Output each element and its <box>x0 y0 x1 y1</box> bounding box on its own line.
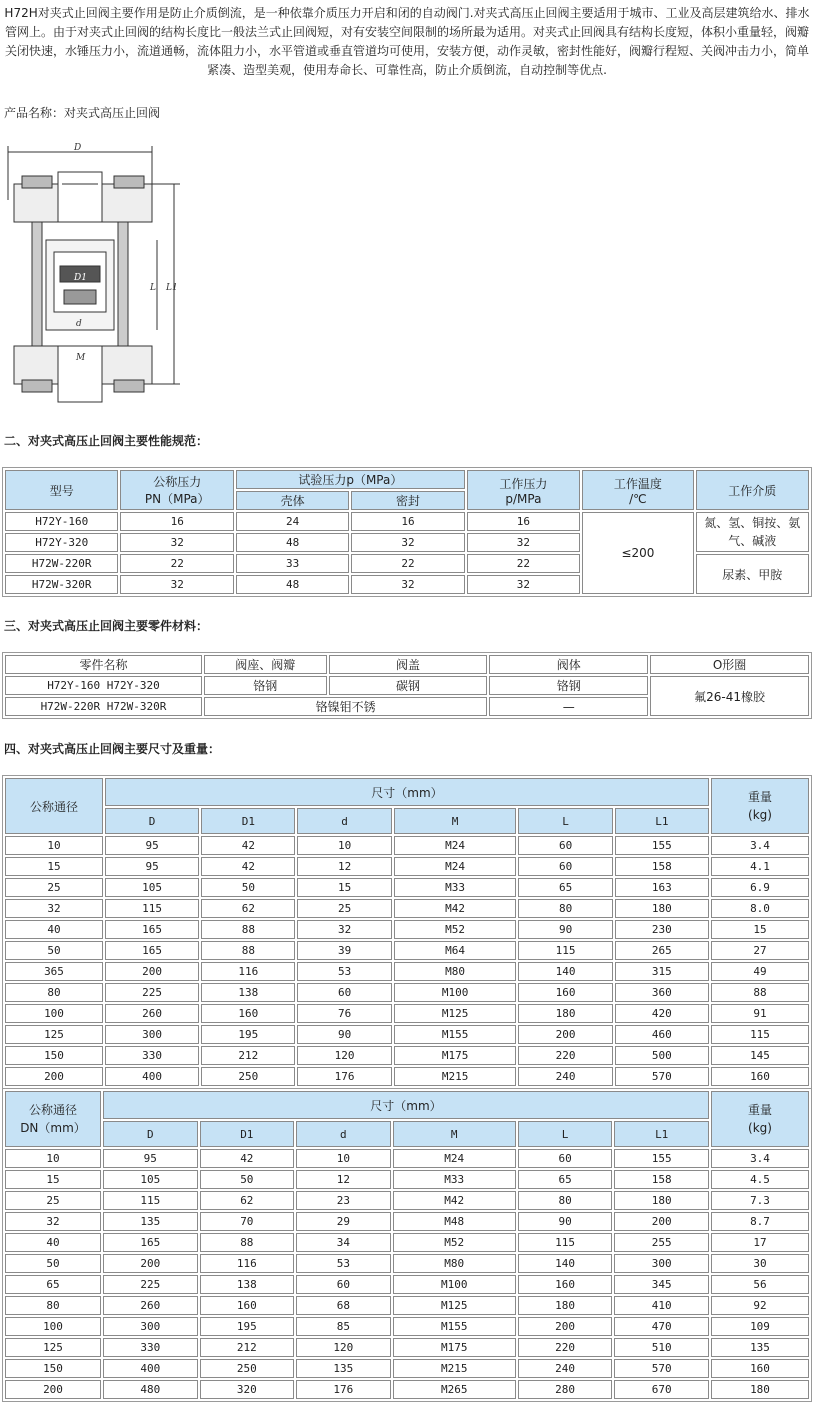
table-cell: 70 <box>200 1212 295 1231</box>
table-cell: 125 <box>5 1338 101 1357</box>
table-row <box>5 1275 809 1294</box>
table-cell: 22 <box>351 554 464 573</box>
table-cell: H72Y-160 <box>5 512 118 531</box>
table-cell: 570 <box>615 1067 709 1086</box>
table-cell: 6.9 <box>711 878 809 897</box>
table-cell: 27 <box>711 941 809 960</box>
table-cell: 115 <box>518 941 612 960</box>
table-row <box>5 836 809 855</box>
table-cell: 135 <box>103 1212 198 1231</box>
table-cell: 阀盖 <box>329 655 488 674</box>
table-cell: 15 <box>711 920 809 939</box>
table-cell: 16 <box>351 512 464 531</box>
table-cell: 330 <box>103 1338 198 1357</box>
table-cell: 阀体 <box>489 655 648 674</box>
table-cell: M52 <box>393 1233 516 1252</box>
table-cell: 4.5 <box>711 1170 809 1189</box>
table-cell: M265 <box>393 1380 516 1399</box>
table-cell: 160 <box>711 1359 809 1378</box>
table-cell: 176 <box>296 1380 391 1399</box>
table-cell: 15 <box>297 878 391 897</box>
table-row <box>5 1380 809 1399</box>
table-cell: 135 <box>296 1359 391 1378</box>
medium-1: 氮、氢、铜按、氨气、碱液 <box>696 512 809 552</box>
valve-drawing <box>2 140 192 410</box>
table-cell: 150 <box>5 1046 103 1065</box>
th-shell: 壳体 <box>236 491 349 510</box>
table-cell: 160 <box>711 1067 809 1086</box>
table-cell: 90 <box>297 1025 391 1044</box>
table-cell: 470 <box>614 1317 709 1336</box>
table-cell: 91 <box>711 1004 809 1023</box>
table-cell: 32 <box>351 533 464 552</box>
table-cell: M24 <box>393 1149 516 1168</box>
table-cell: 265 <box>615 941 709 960</box>
table-cell: 115 <box>711 1025 809 1044</box>
table-cell: 48 <box>236 533 349 552</box>
table-cell: 62 <box>201 899 295 918</box>
table-cell: M <box>394 808 517 834</box>
table-cell: 50 <box>200 1170 295 1189</box>
table-cell: 165 <box>103 1233 198 1252</box>
table-cell: 50 <box>5 1254 101 1273</box>
table-cell: D1 <box>201 808 295 834</box>
table-cell: 180 <box>518 1004 612 1023</box>
table-cell: 670 <box>614 1380 709 1399</box>
table-cell: 重量 (kg) <box>711 1091 809 1147</box>
table-cell: 33 <box>236 554 349 573</box>
table-cell: 53 <box>297 962 391 981</box>
table-cell: 125 <box>5 1025 103 1044</box>
table-cell: 42 <box>201 857 295 876</box>
table-cell: 3.4 <box>711 836 809 855</box>
table-cell: 16 <box>120 512 234 531</box>
table-cell: 155 <box>615 836 709 855</box>
table-cell: 23 <box>296 1191 391 1210</box>
table-cell: 8.7 <box>711 1212 809 1231</box>
table-cell: 32 <box>5 1212 101 1231</box>
table-cell: 24 <box>236 512 349 531</box>
table-cell: M64 <box>394 941 517 960</box>
table-cell: 500 <box>615 1046 709 1065</box>
table-cell: 4.1 <box>711 857 809 876</box>
table-cell: 145 <box>711 1046 809 1065</box>
table-cell: 365 <box>5 962 103 981</box>
table-cell: 330 <box>105 1046 199 1065</box>
table-cell: 240 <box>518 1067 612 1086</box>
table-cell: 180 <box>614 1191 709 1210</box>
intro-paragraph: H72H对夹式止回阀主要作用是防止介质倒流，是一种依靠介质压力开启和闭的自动阀门.对夹式高压止回阀主要适用于城市、工业及高层建筑给水、排水管网上。由于对夹式止回阀的结构长度比一般法兰式止回阀短，对有安装空间限制的场所最为适用。对夹式止回阀具有结构长度短，体积小重量轻，阀瓣关闭快速，水锤压力小，流道通畅，流体阻力小，水平管道或垂直管道均可使用，安装方便，动作灵敏，密封性能好，阀瓣行程短、关阀冲击力小，简单紧凑、造型美观，使用寿命长、可靠性高，防止介质倒流，自动控制等优点. <box>4 6 810 77</box>
table-cell: 115 <box>103 1191 198 1210</box>
table-cell: 53 <box>296 1254 391 1273</box>
table-cell: M100 <box>394 983 517 1002</box>
table-cell: 160 <box>200 1296 295 1315</box>
table-cell: M175 <box>394 1046 517 1065</box>
table-row <box>5 962 809 981</box>
table-cell: 7.3 <box>711 1191 809 1210</box>
table-cell: 160 <box>518 983 612 1002</box>
table-cell: 16 <box>467 512 580 531</box>
table-cell: 3.4 <box>711 1149 809 1168</box>
table-row <box>5 899 809 918</box>
table-cell: 10 <box>5 836 103 855</box>
label-L: L <box>150 283 156 293</box>
table-cell: 300 <box>614 1254 709 1273</box>
table-cell: 95 <box>105 836 199 855</box>
table-cell: 140 <box>518 1254 613 1273</box>
table-cell: 300 <box>105 1025 199 1044</box>
table-cell: H72W-320R <box>5 575 118 594</box>
table-cell: 250 <box>200 1359 295 1378</box>
table-cell: 480 <box>103 1380 198 1399</box>
table-cell: D <box>105 808 199 834</box>
table-cell: d <box>296 1121 391 1147</box>
performance-table <box>2 467 812 597</box>
table-cell: 25 <box>5 878 103 897</box>
table-row <box>5 1191 809 1210</box>
table-cell: 200 <box>5 1067 103 1086</box>
table-cell: M100 <box>393 1275 516 1294</box>
table-cell: 400 <box>105 1067 199 1086</box>
table-cell: 25 <box>5 1191 101 1210</box>
table-row <box>5 857 809 876</box>
table-cell: 12 <box>297 857 391 876</box>
table-cell: 65 <box>518 878 612 897</box>
table-row <box>5 1149 809 1168</box>
table-cell: 260 <box>103 1296 198 1315</box>
table-row <box>5 1359 809 1378</box>
table-cell: 155 <box>614 1149 709 1168</box>
table-cell: L1 <box>615 808 709 834</box>
table-cell: H72W-220R <box>5 554 118 573</box>
table-cell: 42 <box>201 836 295 855</box>
table-cell: 50 <box>5 941 103 960</box>
table-cell: 460 <box>615 1025 709 1044</box>
table-cell: H72W-220R H72W-320R <box>5 697 202 716</box>
table-cell: 22 <box>120 554 234 573</box>
table-cell: 88 <box>200 1233 295 1252</box>
oring-material: 氟26-41橡胶 <box>650 676 809 716</box>
table-cell: 90 <box>518 1212 613 1231</box>
medium-2: 尿素、甲胺 <box>696 554 809 594</box>
table-cell: D <box>103 1121 198 1147</box>
table-cell: 65 <box>5 1275 101 1294</box>
table-cell: 250 <box>201 1067 295 1086</box>
table-cell: 116 <box>200 1254 295 1273</box>
th-temp: 工作温度 /℃ <box>582 470 693 510</box>
section-3-title: 三、对夹式高压止回阀主要零件材料： <box>4 619 209 633</box>
table-cell: H72Y-160 H72Y-320 <box>5 676 202 695</box>
table-cell: 15 <box>5 1170 101 1189</box>
table-cell: 176 <box>297 1067 391 1086</box>
table-cell: 25 <box>297 899 391 918</box>
table-cell: 阀座、阀瓣 <box>204 655 327 674</box>
table-cell: 32 <box>467 533 580 552</box>
table-cell: 225 <box>103 1275 198 1294</box>
table-cell: 120 <box>296 1338 391 1357</box>
table-cell: 32 <box>120 533 234 552</box>
table-row <box>5 1317 809 1336</box>
table-cell: M80 <box>393 1254 516 1273</box>
table-cell: 158 <box>615 857 709 876</box>
table-cell: 320 <box>200 1380 295 1399</box>
table-cell: 150 <box>5 1359 101 1378</box>
table-cell: 138 <box>201 983 295 1002</box>
label-L1: L1 <box>166 283 178 293</box>
table-cell: 255 <box>614 1233 709 1252</box>
table-cell: 160 <box>518 1275 613 1294</box>
table-cell: 135 <box>711 1338 809 1357</box>
table-cell: 80 <box>5 1296 101 1315</box>
table-cell: 10 <box>297 836 391 855</box>
table-cell: D1 <box>200 1121 295 1147</box>
product-name: 产品名称：对夹式高压止回阀 <box>4 106 161 120</box>
table-cell: 40 <box>5 920 103 939</box>
table-cell: 80 <box>518 1191 613 1210</box>
table-cell: 163 <box>615 878 709 897</box>
table-cell: 420 <box>615 1004 709 1023</box>
table-row <box>5 1254 809 1273</box>
table-cell: M125 <box>393 1296 516 1315</box>
table-cell: 140 <box>518 962 612 981</box>
table-cell: 92 <box>711 1296 809 1315</box>
table-cell: 95 <box>103 1149 198 1168</box>
table-cell: 138 <box>200 1275 295 1294</box>
table-cell: 29 <box>296 1212 391 1231</box>
dimensions-table-1 <box>2 775 812 1089</box>
table-cell: 零件名称 <box>5 655 202 674</box>
table-cell: 85 <box>296 1317 391 1336</box>
th-medium: 工作介质 <box>696 470 809 510</box>
table-cell: 30 <box>711 1254 809 1273</box>
label-D: D <box>74 143 82 153</box>
table-cell: 109 <box>711 1317 809 1336</box>
table-cell: 158 <box>614 1170 709 1189</box>
table-row <box>5 878 809 897</box>
table-cell: 180 <box>711 1380 809 1399</box>
table-cell: 510 <box>614 1338 709 1357</box>
table-cell: 76 <box>297 1004 391 1023</box>
table-cell: 88 <box>201 920 295 939</box>
table-cell: 200 <box>518 1025 612 1044</box>
table-cell: 12 <box>296 1170 391 1189</box>
table-cell: 50 <box>201 878 295 897</box>
table-cell: 410 <box>614 1296 709 1315</box>
table-cell: 280 <box>518 1380 613 1399</box>
table-cell: 60 <box>296 1275 391 1294</box>
table-cell: 17 <box>711 1233 809 1252</box>
dimensions-table-2 <box>2 1088 812 1402</box>
table-cell: 公称通径 <box>5 778 103 834</box>
table-cell: 300 <box>103 1317 198 1336</box>
th-seal: 密封 <box>351 491 464 510</box>
table-row <box>5 1067 809 1086</box>
table-cell: M33 <box>393 1170 516 1189</box>
section-4-title: 四、对夹式高压止回阀主要尺寸及重量： <box>4 742 221 756</box>
table-cell: 80 <box>5 983 103 1002</box>
table-cell: d <box>297 808 391 834</box>
table-cell: 160 <box>201 1004 295 1023</box>
table-cell: 200 <box>105 962 199 981</box>
table-cell: 115 <box>518 1233 613 1252</box>
table-cell: 200 <box>103 1254 198 1273</box>
table-cell: M52 <box>394 920 517 939</box>
table-row <box>5 1046 809 1065</box>
table-row <box>5 920 809 939</box>
table-cell: 68 <box>296 1296 391 1315</box>
table-cell: 88 <box>711 983 809 1002</box>
table-row <box>5 512 809 531</box>
table-cell: 65 <box>518 1170 613 1189</box>
table-cell: M215 <box>394 1067 517 1086</box>
table-cell: 60 <box>518 836 612 855</box>
table-cell: 212 <box>200 1338 295 1357</box>
table-cell: 10 <box>5 1149 101 1168</box>
table-cell: 重量 (kg) <box>711 778 809 834</box>
table-cell: 公称通径 DN（mm） <box>5 1091 101 1147</box>
table-cell: 400 <box>103 1359 198 1378</box>
label-d: d <box>76 319 82 329</box>
table-cell: 32 <box>351 575 464 594</box>
table-cell: 100 <box>5 1317 101 1336</box>
table-cell: 34 <box>296 1233 391 1252</box>
table-cell: 60 <box>518 857 612 876</box>
th-pn: 公称压力 PN（MPa） <box>120 470 234 510</box>
table-row <box>5 983 809 1002</box>
table-cell: 15 <box>5 857 103 876</box>
table-cell: 165 <box>105 941 199 960</box>
table-cell: 95 <box>105 857 199 876</box>
table-cell: 32 <box>120 575 234 594</box>
table-cell: 80 <box>518 899 612 918</box>
table-row <box>5 1170 809 1189</box>
table-cell: 165 <box>105 920 199 939</box>
table-cell: L <box>518 808 612 834</box>
table-cell: 230 <box>615 920 709 939</box>
table-cell: M24 <box>394 857 517 876</box>
table-cell: M42 <box>394 899 517 918</box>
table-cell: 48 <box>236 575 349 594</box>
table-cell: 120 <box>297 1046 391 1065</box>
table-cell: 105 <box>103 1170 198 1189</box>
table-cell: 105 <box>105 878 199 897</box>
table-cell: 195 <box>201 1025 295 1044</box>
table-cell: 32 <box>5 899 103 918</box>
table-cell: 212 <box>201 1046 295 1065</box>
table-cell: 360 <box>615 983 709 1002</box>
table-cell: M <box>393 1121 516 1147</box>
table-cell: M24 <box>394 836 517 855</box>
table-cell: H72Y-320 <box>5 533 118 552</box>
table-cell: 49 <box>711 962 809 981</box>
materials-table <box>2 652 812 719</box>
table-cell: 225 <box>105 983 199 1002</box>
table-cell: M125 <box>394 1004 517 1023</box>
table-cell: M80 <box>394 962 517 981</box>
table-cell: L1 <box>614 1121 709 1147</box>
table-cell: 200 <box>614 1212 709 1231</box>
table-cell: 40 <box>5 1233 101 1252</box>
table-cell: L <box>518 1121 613 1147</box>
temp-value: ≤200 <box>582 512 693 594</box>
table-cell: 115 <box>105 899 199 918</box>
table-cell: 195 <box>200 1317 295 1336</box>
table-cell: 60 <box>518 1149 613 1168</box>
table-cell: 32 <box>467 575 580 594</box>
table-cell: O形圈 <box>650 655 809 674</box>
table-cell: 42 <box>200 1149 295 1168</box>
table-cell: M42 <box>393 1191 516 1210</box>
table-cell: 碳钢 <box>329 676 488 695</box>
table-cell: 22 <box>467 554 580 573</box>
table-cell: 10 <box>296 1149 391 1168</box>
table-cell: 220 <box>518 1046 612 1065</box>
table-cell: 8.0 <box>711 899 809 918</box>
table-row <box>5 676 809 695</box>
table-cell: — <box>489 697 648 716</box>
table-cell: 220 <box>518 1338 613 1357</box>
table-cell: 90 <box>518 920 612 939</box>
th-work: 工作压力 p/MPa <box>467 470 580 510</box>
table-cell: 315 <box>615 962 709 981</box>
label-M: M <box>76 353 86 363</box>
table-row <box>5 1338 809 1357</box>
th-model: 型号 <box>5 470 118 510</box>
table-cell: M215 <box>393 1359 516 1378</box>
table-cell: M155 <box>393 1317 516 1336</box>
table-row <box>5 1296 809 1315</box>
table-cell: 345 <box>614 1275 709 1294</box>
table-cell: 39 <box>297 941 391 960</box>
table-cell: 56 <box>711 1275 809 1294</box>
section-2-title: 二、对夹式高压止回阀主要性能规范： <box>4 434 209 448</box>
label-D1: D1 <box>74 273 87 283</box>
table-row <box>5 1025 809 1044</box>
table-cell: 180 <box>615 899 709 918</box>
table-cell: M48 <box>393 1212 516 1231</box>
table-cell: 200 <box>5 1380 101 1399</box>
table-cell: 60 <box>297 983 391 1002</box>
table-cell: 62 <box>200 1191 295 1210</box>
table-cell: M175 <box>393 1338 516 1357</box>
table-cell: 116 <box>201 962 295 981</box>
table-cell: 200 <box>518 1317 613 1336</box>
th-test: 试验压力p（MPa） <box>236 470 465 489</box>
table-cell: 570 <box>614 1359 709 1378</box>
table-row <box>5 1004 809 1023</box>
table-row <box>5 1212 809 1231</box>
table-cell: 180 <box>518 1296 613 1315</box>
table-cell: 32 <box>297 920 391 939</box>
table-cell: M155 <box>394 1025 517 1044</box>
table-cell: 240 <box>518 1359 613 1378</box>
table-cell: 尺寸（mm） <box>103 1091 709 1119</box>
table-cell: 铬钢 <box>204 676 327 695</box>
table-cell: 100 <box>5 1004 103 1023</box>
table-cell: 88 <box>201 941 295 960</box>
table-cell: M33 <box>394 878 517 897</box>
table-cell: 铬镍钼不锈 <box>204 697 487 716</box>
table-cell: 尺寸（mm） <box>105 778 709 806</box>
table-row <box>5 1233 809 1252</box>
table-cell: 260 <box>105 1004 199 1023</box>
table-cell: 铬钢 <box>489 676 648 695</box>
table-row <box>5 941 809 960</box>
